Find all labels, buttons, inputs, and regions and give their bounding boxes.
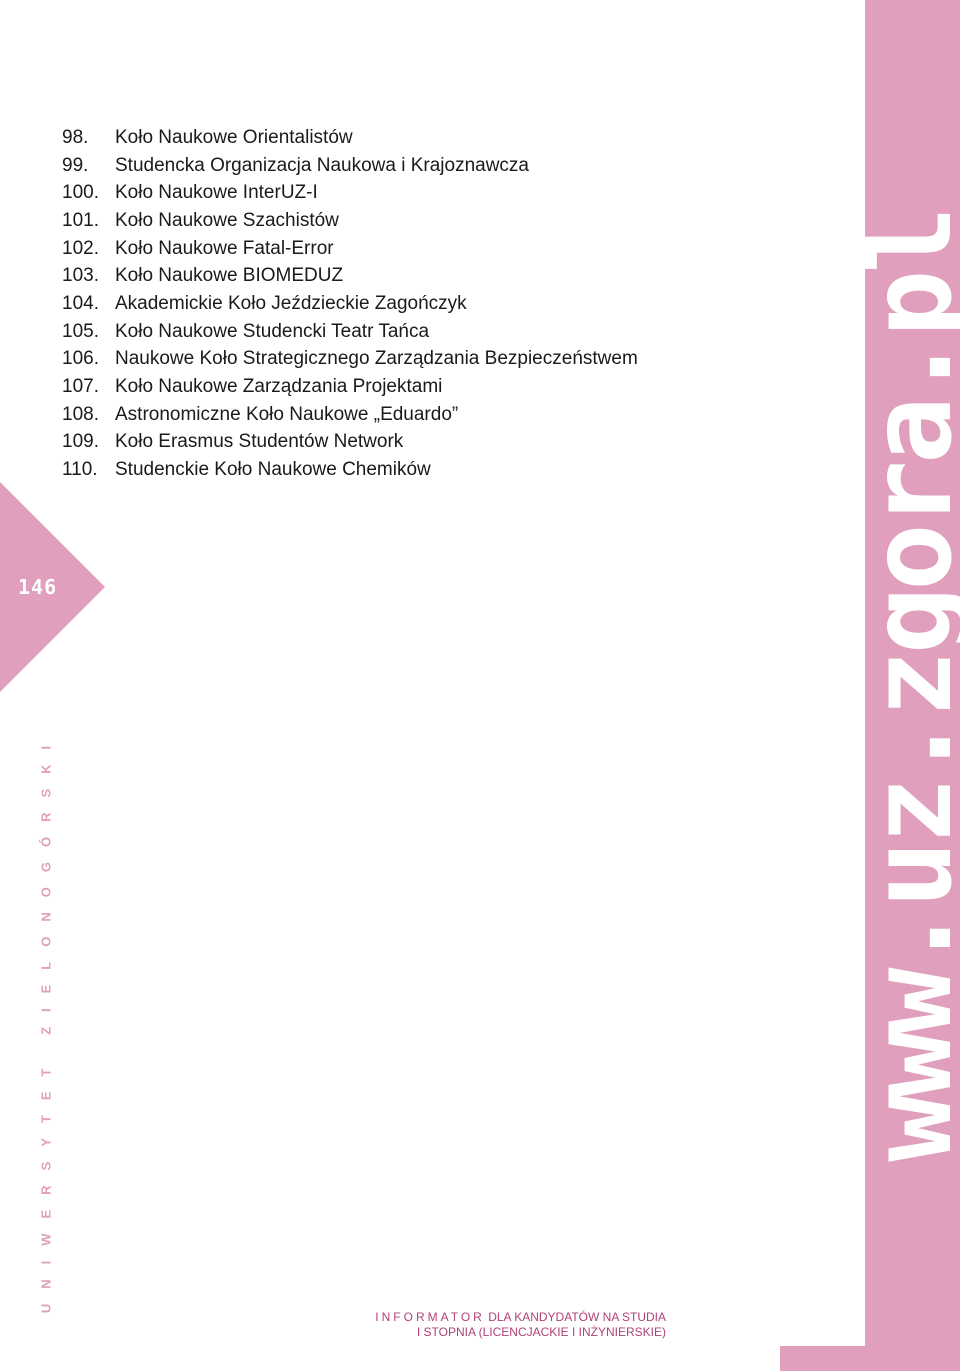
list-item-text: Koło Naukowe BIOMEDUZ	[115, 265, 344, 287]
footer	[375, 1310, 666, 1340]
list-item	[62, 429, 638, 457]
list-item-text: Akademickie Koło Jeździeckie Zagończyk	[115, 292, 467, 314]
list-item-text: Studencka Organizacja Naukowa i Krajoznawcza	[115, 154, 529, 176]
footer-line-1	[375, 1310, 666, 1325]
list-item	[62, 346, 638, 374]
list-item-text: Koło Naukowe Szachistów	[115, 209, 339, 231]
list-item-text: Koło Naukowe InterUZ-I	[115, 182, 318, 204]
list-item-number: 108.	[62, 403, 99, 425]
list-item-number: 98.	[62, 126, 89, 148]
list-item-number: 102.	[62, 237, 99, 259]
list-item	[62, 290, 638, 318]
list-item	[62, 235, 638, 263]
list-item-text: Koło Naukowe Fatal-Error	[115, 237, 334, 259]
list-item	[62, 401, 638, 429]
list-item	[62, 373, 638, 401]
list-item-text: Naukowe Koło Strategicznego Zarządzania Bezpieczeństwem	[115, 348, 638, 370]
footer-line-1-rest: DLA KANDYDATÓW NA STUDIA	[488, 1310, 666, 1324]
list-item	[62, 456, 638, 484]
website-url-vertical: www.uz.zgora.pl	[847, 210, 977, 1162]
page-number: 146	[18, 575, 58, 599]
footer-line-2: I STOPNIA (LICENCJACKIE I INŻYNIERSKIE)	[416, 1325, 666, 1339]
list-item-number: 104.	[62, 292, 99, 314]
list-item-number: 109.	[62, 431, 99, 453]
list-item-text: Koło Naukowe Studencki Teatr Tańca	[115, 320, 430, 342]
list-item-text: Koło Naukowe Orientalistów	[115, 126, 353, 148]
side-band-notch	[780, 1346, 865, 1371]
list-item-text: Studenckie Koło Naukowe Chemików	[115, 459, 431, 481]
list-item-number: 101.	[62, 209, 99, 231]
list-item-number: 105.	[62, 320, 99, 342]
list-item	[62, 152, 638, 180]
footer-lead: INFORMATOR	[375, 1310, 485, 1324]
list-item	[62, 318, 638, 346]
university-name-vertical: UNIWERSYTET ZIELONOGÓRSKI	[38, 730, 54, 1314]
list-item-text: Astronomiczne Koło Naukowe „Eduardo”	[115, 403, 459, 425]
list-item	[62, 262, 638, 290]
list-item-number: 110.	[62, 459, 98, 481]
list-item-number: 103.	[62, 265, 99, 287]
student-organizations-list	[62, 124, 638, 484]
list-item-number: 106.	[62, 348, 99, 370]
list-item	[62, 179, 638, 207]
list-item-number: 100.	[62, 182, 99, 204]
list-item-number: 107.	[62, 376, 99, 398]
list-item-text: Koło Erasmus Studentów Network	[115, 431, 404, 453]
list-item-number: 99.	[62, 154, 89, 176]
list-item-text: Koło Naukowe Zarządzania Projektami	[115, 376, 443, 398]
list-item	[62, 207, 638, 235]
list-item	[62, 124, 638, 152]
